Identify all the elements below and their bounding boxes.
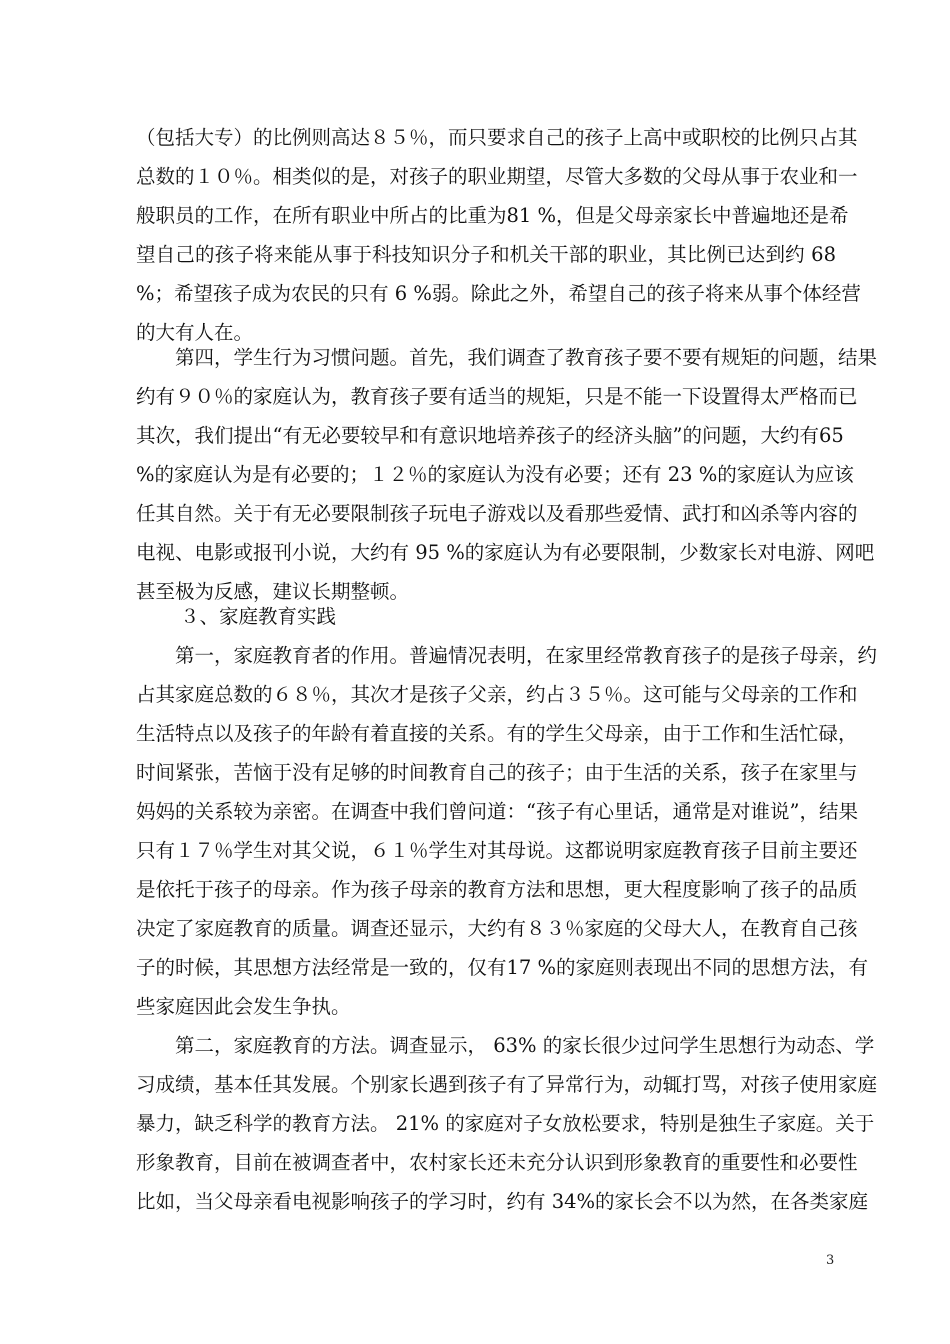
paragraph-first-line: 第一，家庭教育者的作用。普遍情况表明，在家里经常教育孩子的是孩子母亲，约	[175, 644, 878, 667]
text-line: 形象教育，目前在被调查者中，农村家长还未充分认识到形象教育的重要性和必要性	[136, 1151, 858, 1174]
text-line: 约有９０％的家庭认为，教育孩子要有适当的规矩，只是不能一下设置得太严格而已	[136, 385, 858, 408]
text-line: 子的时候，其思想方法经常是一致的，仅有17 %的家庭则表现出不同的思想方法，有	[136, 956, 869, 979]
text-line: %的家庭认为是有必要的；１２％的家庭认为没有必要；还有 23 %的家庭认为应该	[136, 463, 854, 486]
text-line: 习成绩，基本任其发展。个别家长遇到孩子有了异常行为，动辄打骂，对孩子使用家庭	[136, 1073, 878, 1096]
text-line: 比如，当父母亲看电视影响孩子的学习时，约有 34%的家长会不以为然，在各类家庭	[136, 1190, 869, 1213]
page-number: 3	[826, 1253, 835, 1268]
text-line: 时间紧张，苦恼于没有足够的时间教育自己的孩子；由于生活的关系，孩子在家里与	[136, 761, 858, 784]
text-line: %；希望孩子成为农民的只有 6 %弱。除此之外，希望自己的孩子将来从事个体经营	[136, 282, 861, 305]
text-line: 只有１７％学生对其父说，６１％学生对其母说。这都说明家庭教育孩子目前主要还	[136, 839, 858, 862]
text-line: 般职员的工作，在所有职业中所占的比重为81 %，但是父母亲家长中普遍地还是希	[136, 204, 849, 227]
text-line: 其次，我们提出“有无必要较早和有意识地培养孩子的经济头脑”的问题，大约有65	[136, 424, 844, 447]
text-line: 任其自然。关于有无必要限制孩子玩电子游戏以及看那些爱情、武打和凶杀等内容的	[136, 502, 858, 525]
paragraph-first-line: 第四，学生行为习惯问题。首先，我们调查了教育孩子要不要有规矩的问题，结果	[175, 346, 878, 369]
text-line: 些家庭因此会发生争执。	[136, 995, 351, 1018]
text-line: 总数的１０％。相类似的是，对孩子的职业期望，尽管大多数的父母从事于农业和一	[136, 165, 858, 188]
text-line: 妈妈的关系较为亲密。在调查中我们曾问道：“孩子有心里话，通常是对谁说”，结果	[136, 800, 858, 823]
text-line: 甚至极为反感，建议长期整顿。	[136, 580, 410, 603]
text-line: 望自己的孩子将来能从事于科技知识分子和机关干部的职业，其比例已达到约 68	[136, 243, 836, 266]
text-line: 占其家庭总数的６８％，其次才是孩子父亲，约占３５％。这可能与父母亲的工作和	[136, 683, 858, 706]
text-line: 决定了家庭教育的质量。调查还显示，大约有８３％家庭的父母大人，在教育自己孩	[136, 917, 858, 940]
text-line: （包括大专）的比例则高达８５％，而只要求自己的孩子上高中或职校的比例只占其	[136, 126, 858, 149]
text-line: 是依托于孩子的母亲。作为孩子母亲的教育方法和思想，更大程度影响了孩子的品质	[136, 878, 858, 901]
paragraph-first-line: 第二，家庭教育的方法。调查显示， 63% 的家长很少过问学生思想行为动态、学	[175, 1034, 875, 1057]
text-line: 暴力，缺乏科学的教育方法。 21% 的家庭对子女放松要求，特别是独生子家庭。关于	[136, 1112, 875, 1135]
text-line: 电视、电影或报刊小说，大约有 95 %的家庭认为有必要限制，少数家长对电游、网吧	[136, 541, 875, 564]
text-line: 的大有人在。	[136, 321, 254, 344]
text-line: 生活特点以及孩子的年龄有着直接的关系。有的学生父母亲，由于工作和生活忙碌，	[136, 722, 858, 745]
section-heading: ３、家庭教育实践	[180, 605, 337, 628]
